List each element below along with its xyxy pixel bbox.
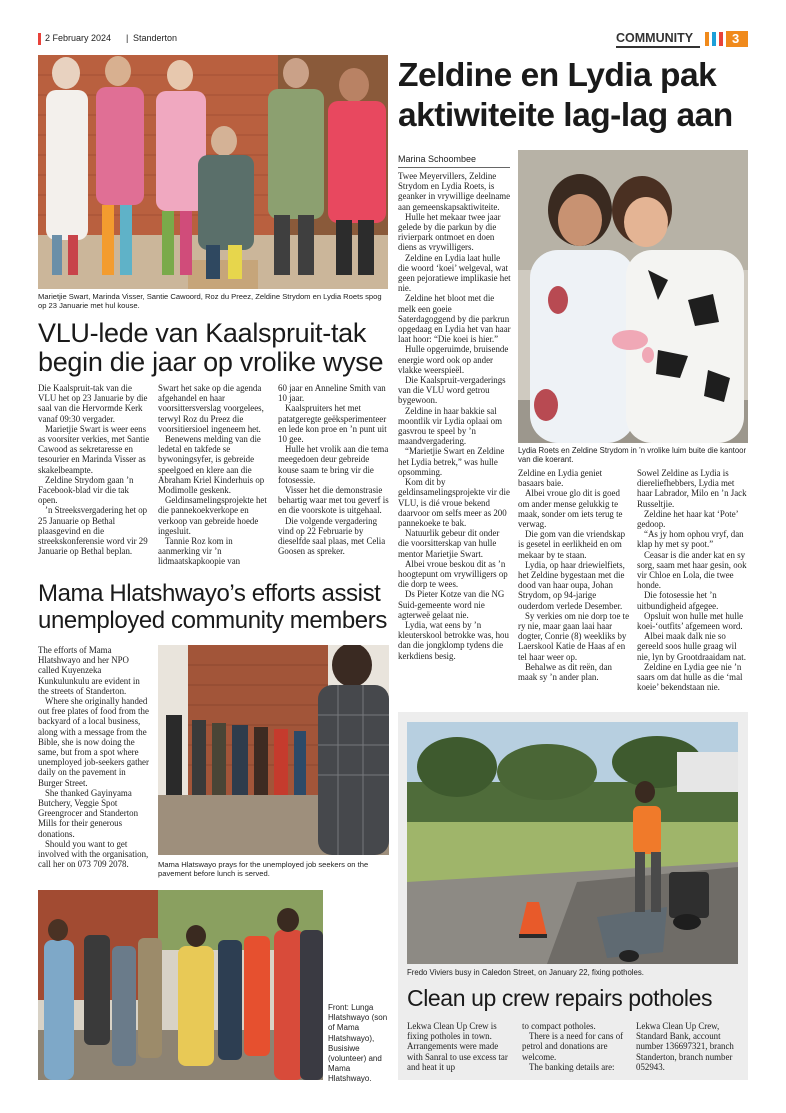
paragraph: Zeldine en Lydia geniet basaars baie. <box>518 468 603 489</box>
paragraph: “Marietjie Swart en Zeldine het Lydia betrek,” was hulle opsomming. <box>398 446 505 477</box>
mama-praying-photo <box>158 645 389 855</box>
pothole-column-3 <box>636 1021 742 1072</box>
section-stripe-blue <box>712 32 716 46</box>
paragraph: Hulle het vrolik aan die tema meegedoen deur gebreide kouse saam te bring vir die fotosessie. <box>278 444 389 485</box>
vlu-headline-line2: begin die jaar op vrolike wyse <box>38 347 384 377</box>
paragraph: Die gom van die vriendskap is gesetel in eerlikheid en om mekaar by te staan. <box>518 529 626 560</box>
paragraph: Natuurlik gebeur dit onder die voorsitterskap van hulle mentor Marietjie Swart. <box>398 528 500 559</box>
paragraph: Tannie Roz kom in aanmerking vir ’n lidmaatskapkoopie van <box>158 536 241 567</box>
paragraph: Ceasar is die ander kat en sy sorg, saam met haar gesin, ook vir Chloe en Lola, die twee honde. <box>637 549 747 591</box>
byline-rule <box>398 167 510 168</box>
paragraph: Albei vroue glo dit is goed om ander mense gelukkig te maak, sonder om iets terug te verwag. <box>518 488 623 530</box>
paragraph: Sowel Zeldine as Lydia is diereliefhebbers, Lydia met haar Labrador, Milo en ’n Jack Russeltjie. <box>637 468 747 509</box>
mama-praying-caption: Mama Hlatswayo prays for the unemployed job seekers on the pavement before lunch is served. <box>158 860 369 879</box>
paragraph: Lekwa Clean Up Crew is fixing potholes in town. Arrangements were made with Sanral to use excess tar and heat it up <box>407 1021 508 1072</box>
paragraph: The banking details are: <box>529 1061 615 1072</box>
pothole-headline: Clean up crew repairs potholes <box>407 985 713 1011</box>
paragraph: The efforts of Mama Hlatshwayo and her NPO called Kuyenzeka Kunkulunkulu are evident in the streets of Standerton. <box>38 645 140 696</box>
paragraph: Kaalspruiters het met patatgeregte geëksperimenteer en lede kon proe en ’n punt uit 10 gee. <box>278 403 387 445</box>
paragraph: Behalwe as dit reën, dan maak sy ’n ander plan. <box>518 661 612 683</box>
lydia-headline-line1: Zeldine en Lydia pak <box>398 57 717 94</box>
paragraph: Albei maak dalk nie so gereeld soos hulle graag wil nie, lyn by Grootdraaidam nat. <box>637 631 746 662</box>
paragraph: Zeldine het bloot met die melk een goeie Saterdagoggend by die parkrun opgedaag en Lydia het van haar laat hoor: “Die koei is hier.” <box>398 293 511 345</box>
zeldine-lydia-caption: Lydia Roets en Zeldine Strydom in ’n vrolike luim buite die kantoor van die koerant. <box>518 446 747 465</box>
header-paper-name: Standerton <box>133 33 178 43</box>
paragraph: 60 jaar en Anneline Smith van 10 jaar. <box>278 383 386 404</box>
paragraph: Where she originally handed out free plates of food from the backyard of a local business, along with a message from the Bible, she is now doing the same, but from a spot where unemployed job-seekers gather daily on the pavement in Burger Street. <box>38 696 149 788</box>
pothole-column-1 <box>407 1021 515 1072</box>
mama-headline-line2: unemployed community members <box>38 607 387 634</box>
pothole-column-2 <box>522 1021 628 1072</box>
mama-headline-line1: Mama Hlatshwayo’s efforts assist <box>38 580 381 607</box>
paragraph: to compact potholes. <box>522 1021 596 1031</box>
paragraph: Kom dit by geldinsamelingsprojekte vir die VLU, is dié vroue bekend daarvoor om selfs meer as 200 pannekoeke te bak. <box>398 477 510 528</box>
paragraph: Die fotosessie het ’n uitbundigheid afgegee. <box>637 590 719 611</box>
paragraph: Geldinsamelingsprojekte het die pannekoekverkope en verkoop van gebreide hoede ingesluit. <box>158 495 267 536</box>
pothole-caption: Fredo Viviers busy in Caledon Street, on January 22, fixing potholes. <box>407 968 644 977</box>
vlu-column-1 <box>38 383 150 556</box>
paragraph: Opsluit won hulle met hulle koei-‘outfits’ afgemeen word. <box>637 610 744 632</box>
paragraph: Lydia, op haar driewielfiets, het Zeldine bygestaan met die dood van haar oupa, Johan Strydom, op 94-jarige ouderdom verlede Desember. <box>518 559 625 611</box>
paragraph: Die Kaalspruit-tak van die VLU het op 23 Januarie by die saal van die Hervormde Kerk vanaf 09:30 vergader. <box>38 383 148 424</box>
paragraph: Lekwa Clean Up Crew, Standard Bank, account number 136697321, branch Standerton, branch number 052943. <box>636 1021 734 1072</box>
paragraph: Swart het sake op die agenda afgehandel en haar voorsittersverslag voorgelees, terwyl Roz du Preez die voorsitiersioel ingeneem het. <box>158 383 264 434</box>
paragraph: Sy verkies om nie dorp toe te ry nie, maar gaan laai haar dogter, Conrie (8) weekliks by Laerskool Katie de Haas af en tel haar weer op. <box>518 610 630 662</box>
vlu-headline-line1: VLU-lede van Kaalspruit-tak <box>38 318 367 348</box>
mama-headline <box>38 580 390 634</box>
section-underline <box>616 46 700 48</box>
lydia-column-1 <box>398 171 511 661</box>
lydia-column-3 <box>637 468 748 692</box>
page-header <box>38 30 748 50</box>
lydia-headline-line2: aktiwiteite lag-lag aan <box>398 97 733 134</box>
header-date: 2 February 2024 <box>45 33 112 43</box>
paragraph: Should you want to get involved with the organisation, call her on 073 709 2078. <box>38 838 149 870</box>
paragraph: Zeldine en Lydia laat hulle die woord ‘koei’ welgeval, wat geen pejoratiewe implikasie het nie. <box>398 252 511 294</box>
paragraph: Zeldine Strydom gaan ’n Facebook-blad vir die tak open. <box>38 474 134 506</box>
paragraph: Zeldine in haar bakkie sal moontlik vir Lydia oplaai om gasvrou te speel by ’n maandvergadering. <box>398 405 503 447</box>
vlu-group-photo <box>38 55 388 289</box>
paragraph: Ds Pieter Kotze van die NG Suid-gemeente word nie agterweë gelaat nie. <box>398 589 505 620</box>
mama-group-caption: Front: Lunga Hlatshwayo (son of Mama Hlatshwayo), Busisiwe (volunteer) and Mama Hlatshwayo. <box>328 1003 388 1084</box>
paragraph: ’n Streeksvergadering het op 25 Januarie op Bethal plaasgevind en die streekskonferensie word vir 29 Januarie op Bethal beplan. <box>38 505 148 557</box>
header-separator: | <box>126 33 129 43</box>
paragraph: Twee Meyervillers, Zeldine Strydom en Lydia Roets, is geanker in vrywillige deelname aan gemeenskapsaktiwiteite. <box>398 171 511 212</box>
section-stripe-red <box>719 32 723 46</box>
header-left-bar <box>38 33 41 45</box>
paragraph: Die Kaalspruit-vergaderings van die VLU word getrou bygewoon. <box>398 375 506 406</box>
paragraph: Zeldine en Lydia gee nie ’n saars om dat hulle as die ‘mal koeie’ bekendstaan nie. <box>637 661 743 693</box>
paragraph: Zeldine het haar kat ‘Pote’ gedoop. <box>637 508 738 530</box>
vlu-column-3 <box>278 383 390 556</box>
page-number-box <box>726 31 748 47</box>
lydia-byline: Marina Schoombee <box>398 154 477 164</box>
paragraph: Albei vroue beskou dit as ’n hoogtepunt om vrywilligers op die dorp te wees. <box>398 558 508 590</box>
paragraph: There is a need for cans of petrol and donations are welcome. <box>522 1031 624 1062</box>
vlu-photo-caption: Marietjie Swart, Marinda Visser, Santie Cawoord, Roz du Preez, Zeldine Strydom en Lydia Roets spog op 23 Januarie met hul kouse. <box>38 292 382 311</box>
paragraph: Benewens melding van die ledetal en takfede se bywoningsyfer, is gebreide speelgoed en klere aan die Abraham Kriel Kinderhuis op Modimolle geskenk. <box>158 434 265 496</box>
paragraph: Lydia, wat eens by ’n kleuterskool betrokke was, hou dan die jongklomp tydens die kerkdiens besig. <box>398 619 509 661</box>
pothole-photo <box>407 722 738 964</box>
paragraph: Hulle opgeruimde, bruisende energie word ook op ander vlakke weerspieël. <box>398 344 509 375</box>
vlu-column-2 <box>158 383 272 567</box>
paragraph: She thanked Gayinyama Butchery, Veggie Spot Greengrocer and Standerton Mills for their generous donations. <box>38 787 139 839</box>
vlu-headline <box>38 319 390 377</box>
page-number: 3 <box>732 31 740 46</box>
mama-group-photo <box>38 890 323 1080</box>
mama-column-1 <box>38 645 150 869</box>
paragraph: “As jy hom ophou vryf, dan klap hy met sy poot.” <box>637 529 744 550</box>
paragraph: Die volgende vergadering vind op 22 Februarie by dieselfde saal plaas, met Celia Goosen as spreker. <box>278 515 386 557</box>
paragraph: Marietjie Swart is weer eens as voorsiter verkies, met Santie Cawood as sekretaresse en tesourier en Marinda Visser as skakelbeampte. <box>38 423 150 475</box>
lydia-column-2 <box>518 468 630 682</box>
paragraph: Visser het die demonstrasie behartig waar met tou geverf is en die voorskote is uitgehaal. <box>278 485 389 516</box>
zeldine-lydia-photo <box>518 150 748 443</box>
section-stripe-orange <box>705 32 709 46</box>
section-label: COMMUNITY <box>616 31 694 45</box>
lydia-headline <box>398 56 748 136</box>
paragraph: Hulle het mekaar twee jaar gelede by die parkun by die rivierpark ontmoet en doen diens as vrywilligers. <box>398 211 501 253</box>
